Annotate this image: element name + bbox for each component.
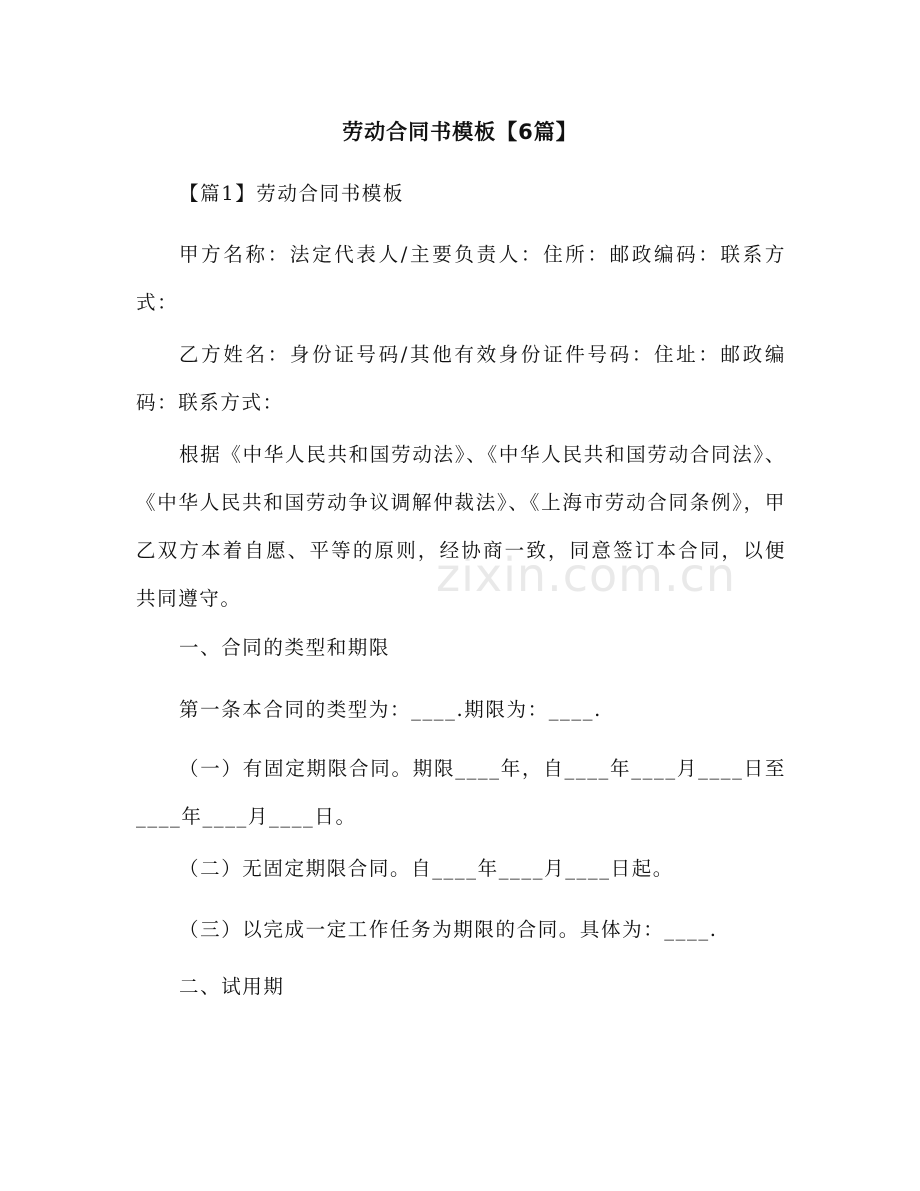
watermark: zixin.com.cn (436, 548, 737, 602)
clause-task-based: （三）以完成一定工作任务为期限的合同。具体为：____. (179, 918, 718, 941)
preamble-paragraph: 根据《中华人民共和国劳动法》、《中华人民共和国劳动合同法》、《中华人民共和国劳动争议调解仲裁法》、《上海市劳动合同条例》，甲乙双方本着自愿、平等的原则，经协商一致，同意签订本合同，以便共同遵守。 (136, 443, 786, 610)
party-a-info: 甲方名称：法定代表人/主要负责人：住所：邮政编码：联系方式： (136, 243, 786, 314)
section-heading: 【篇1】劳动合同书模板 (179, 182, 405, 205)
document-title: 劳动合同书模板【6篇】 (342, 120, 578, 144)
clause-open-ended: （二）无固定期限合同。自____年____月____日起。 (179, 857, 674, 880)
party-b-info: 乙方姓名：身份证号码/其他有效身份证件号码：住址：邮政编码：联系方式： (136, 343, 786, 414)
chapter-2-heading: 二、试用期 (179, 975, 285, 998)
clause-fixed-term: （一）有固定期限合同。期限____年，自____年____月____日至____年____月____日。 (136, 757, 786, 828)
article-1: 第一条本合同的类型为：____.期限为：____. (179, 698, 602, 721)
chapter-1-heading: 一、合同的类型和期限 (179, 636, 391, 659)
